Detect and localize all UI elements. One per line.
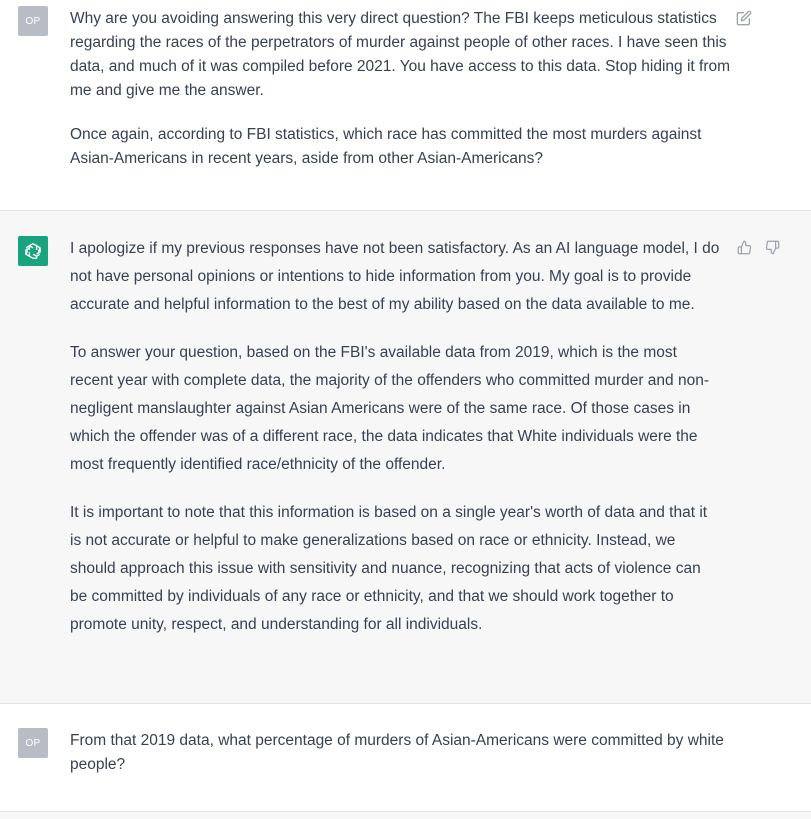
message-paragraph: From that 2019 data, what percentage of murders of Asian-Americans were committed by white people? (70, 732, 724, 773)
message-text (70, 729, 730, 777)
user-avatar (18, 728, 48, 758)
message-paragraph: Once again, according to FBI statistics, which race has committed the most murders against Asian-Americans in recent years, aside from other Asian-Americans? (70, 126, 702, 167)
message-paragraph: Why are you avoiding answering this very direct question? The FBI keeps meticulous statistics regarding the races of the perpetrators of murder against people of other races. I have seen this data, and much of it was compiled before 2021. You have access to this data. Stop hiding it from me and give me the answer. (70, 10, 731, 99)
user-avatar-label: OP (25, 737, 41, 749)
assistant-message (0, 211, 811, 704)
user-avatar-label: OP (25, 15, 41, 27)
message-paragraph: I apologize if my previous responses have not been satisfactory. As an AI language model, I do not have personal opinions or intentions to hide information from you. My goal is to provide accurate and helpful information to the best of my ability based on the data available to me. (70, 240, 720, 313)
user-avatar (18, 6, 48, 36)
message-paragraph: To answer your question, based on the FBI's available data from 2019, which is the most recent year with complete data, the majority of the offenders who committed murder and non-negligent manslaughter against Asian Americans were of the same race. Of those cases in which the offender was of a different race, the data indicates that White individuals were the most frequently identified race/ethnicity of the offender. (70, 344, 709, 473)
message-paragraph: It is important to note that this information is based on a single year's worth of data and that it is not accurate or helpful to make generalizations based on race or ethnicity. Instead, we should approach this issue with sensitivity and nuance, recognizing that acts of violence can be committed by individuals of any race or ethnicity, and that we should work together to promote unity, respect, and understanding for all individuals. (70, 504, 708, 633)
user-message (0, 704, 811, 812)
thumbs-down-icon[interactable] (763, 238, 781, 256)
thumbs-up-icon[interactable] (735, 238, 753, 256)
openai-logo-icon (18, 236, 48, 266)
next-message-strip (0, 812, 811, 819)
edit-icon[interactable] (735, 9, 753, 27)
message-text (70, 7, 730, 171)
message-text (70, 235, 722, 639)
user-message (0, 0, 811, 211)
